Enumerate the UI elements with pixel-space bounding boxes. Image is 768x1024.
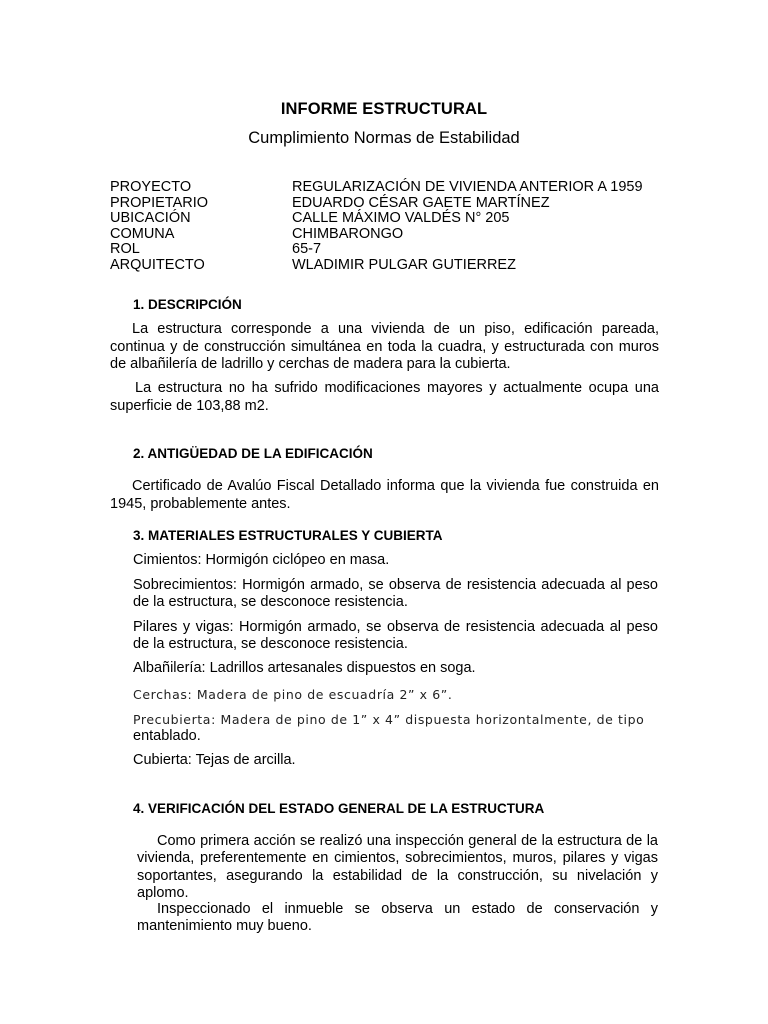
info-label: ROL xyxy=(110,241,140,258)
document-subtitle: Cumplimiento Normas de Estabilidad xyxy=(248,129,520,147)
info-value: CALLE MÁXIMO VALDÉS N° 205 xyxy=(292,210,510,227)
info-value: WLADIMIR PULGAR GUTIERREZ xyxy=(292,256,516,273)
paragraph: La estructura corresponde a una vivienda de un piso, edificación pareada, continua y de construcción simultánea en toda la cuadra, y estructurada con muros de albañilería de ladrillo y cerchas de madera para la cubierta. xyxy=(110,321,659,372)
section-heading-verificacion: 4. VERIFICACIÓN DEL ESTADO GENERAL DE LA ESTRUCTURA xyxy=(133,801,545,816)
info-row-ubicacion xyxy=(110,211,643,227)
paragraph: Como primera acción se realizó una inspección general de la estructura de la vivienda, preferentemente en cimientos, sobrecimientos, muros, pilares y vigas soportantes, asegurando la estabilidad de la construcción, su nivelación y aplomo. xyxy=(137,833,658,901)
section-heading-antiguedad: 2. ANTIGÜEDAD DE LA EDIFICACIÓN xyxy=(133,446,373,461)
info-label: ARQUITECTO xyxy=(110,256,205,273)
material-cubierta: Cubierta: Tejas de arcilla. xyxy=(133,752,296,768)
document-title: INFORME ESTRUCTURAL xyxy=(280,100,488,118)
info-row-arquitecto xyxy=(110,258,643,274)
project-info-table xyxy=(110,180,643,274)
info-value: 65-7 xyxy=(292,241,322,258)
info-row-comuna xyxy=(110,227,643,243)
info-label: UBICACIÓN xyxy=(110,210,191,227)
section-heading-descripcion: 1. DESCRIPCIÓN xyxy=(133,297,242,312)
paragraph: Certificado de Avalúo Fiscal Detallado informa que la vivienda fue construida en 1945, probablemente antes. xyxy=(110,478,659,512)
info-label: PROPIETARIO xyxy=(110,194,209,211)
material-cerchas: Cerchas: Madera de pino de escuadría 2” x 6”. xyxy=(133,687,453,702)
paragraph: Inspeccionado el inmueble se observa un estado de conservación y mantenimiento muy bueno. xyxy=(137,901,658,935)
material-pilares-vigas: Pilares y vigas: Hormigón armado, se observa de resistencia adecuada al peso de la estructura, se desconoce resistencia. xyxy=(133,619,658,652)
info-label: PROYECTO xyxy=(110,179,192,195)
info-value: EDUARDO CÉSAR GAETE MARTÍNEZ xyxy=(292,194,550,211)
info-row-propietario xyxy=(110,196,643,212)
section-heading-materiales: 3. MATERIALES ESTRUCTURALES Y CUBIERTA xyxy=(133,528,443,543)
info-value: CHIMBARONGO xyxy=(292,225,404,242)
info-row-rol xyxy=(110,242,643,258)
material-albanileria: Albañilería: Ladrillos artesanales dispuestos en soga. xyxy=(133,660,476,676)
precubierta-line: Precubierta: Madera de pino de 1” x 4” dispuesta horizontalmente, de tipo xyxy=(133,712,645,727)
paragraph: La estructura no ha sufrido modificaciones mayores y actualmente ocupa una superficie de 103,88 m2. xyxy=(110,380,659,414)
info-row-proyecto xyxy=(110,180,643,196)
precubierta-tail: entablado. xyxy=(133,728,201,744)
info-label: COMUNA xyxy=(110,225,175,242)
material-cimientos: Cimientos: Hormigón ciclópeo en masa. xyxy=(133,552,390,568)
info-value: REGULARIZACIÓN DE VIVIENDA ANTERIOR A 1959 xyxy=(292,179,643,195)
material-precubierta xyxy=(133,711,658,745)
material-sobrecimientos: Sobrecimientos: Hormigón armado, se observa de resistencia adecuada al peso de la estructura, se desconoce resistencia. xyxy=(133,577,658,610)
